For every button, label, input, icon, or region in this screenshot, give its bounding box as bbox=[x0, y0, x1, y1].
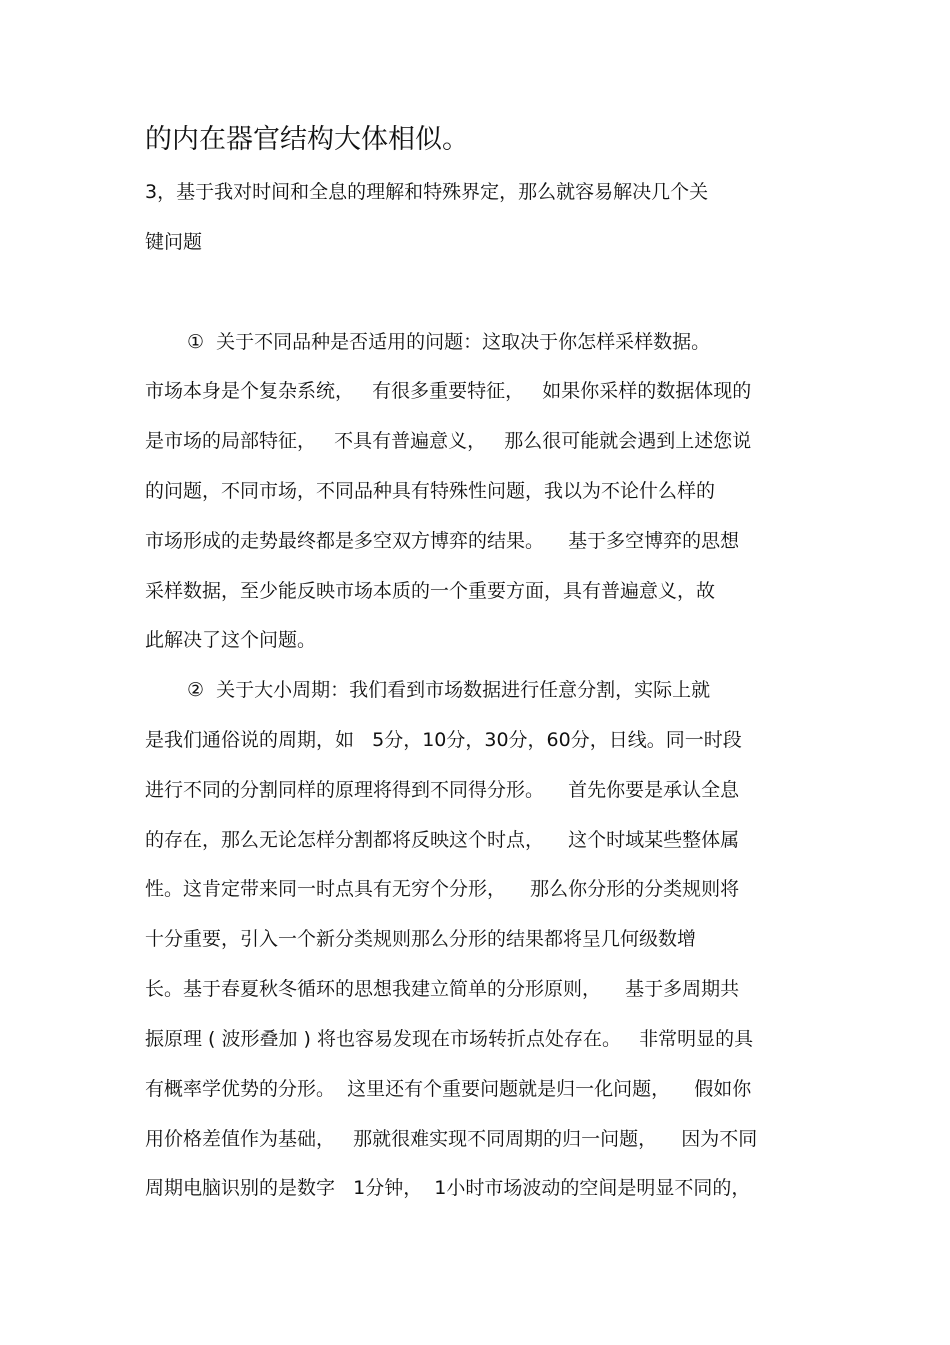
text-line-10: ② 关于大小周期：我们看到市场数据进行任意分割，实际上就 bbox=[187, 679, 711, 701]
heading-line: 的内在器官结构大体相似。 bbox=[145, 124, 469, 155]
text-line-4: 市场本身是个复杂系统， 有很多重要特征， 如果你采样的数据体现的 bbox=[145, 380, 752, 402]
text-line-6: 的问题，不同市场，不同品种具有特殊性问题，我以为不论什么样的 bbox=[145, 480, 716, 502]
text-line-11: 是我们通俗说的周期，如 5分，10分，30分，60分，日线。同一时段 bbox=[145, 729, 742, 751]
text-line-14: 性。这肯定带来同一时点具有无穷个分形， 那么你分形的分类规则将 bbox=[145, 878, 740, 900]
text-line-9: 此解决了这个问题。 bbox=[145, 629, 317, 651]
text-line-3: ① 关于不同品种是否适用的问题：这取决于你怎样采样数据。 bbox=[187, 331, 711, 353]
text-line-19: 用价格差值作为基础， 那就很难实现不同周期的归一问题， 因为不同 bbox=[145, 1128, 758, 1150]
text-line-5: 是市场的局部特征， 不具有普遍意义， 那么很可能就会遇到上述您说 bbox=[145, 430, 752, 452]
text-line-15: 十分重要，引入一个新分类规则那么分形的结果都将呈几何级数增 bbox=[145, 928, 697, 950]
text-line-13: 的存在，那么无论怎样分割都将反映这个时点， 这个时域某些整体属 bbox=[145, 829, 740, 851]
text-line-18: 有概率学优势的分形。 这里还有个重要问题就是归一化问题， 假如你 bbox=[145, 1078, 752, 1100]
text-line-1: 3，基于我对时间和全息的理解和特殊界定，那么就容易解决几个关 bbox=[145, 181, 709, 203]
text-line-20: 周期电脑识别的是数字 1分钟， 1小时市场波动的空间是明显不同的， bbox=[145, 1177, 751, 1199]
text-line-17: 振原理 ( 波形叠加 ) 将也容易发现在市场转折点处存在。 非常明显的具 bbox=[145, 1028, 754, 1050]
text-line-16: 长。基于春夏秋冬循环的思想我建立简单的分形原则， 基于多周期共 bbox=[145, 978, 740, 1000]
text-line-12: 进行不同的分割同样的原理将得到不同得分形。 首先你要是承认全息 bbox=[145, 779, 740, 801]
text-line-7: 市场形成的走势最终都是多空双方博弈的结果。 基于多空博弈的思想 bbox=[145, 530, 740, 552]
text-line-8: 采样数据，至少能反映市场本质的一个重要方面，具有普遍意义，故 bbox=[145, 580, 716, 602]
text-line-2: 键问题 bbox=[145, 231, 203, 253]
